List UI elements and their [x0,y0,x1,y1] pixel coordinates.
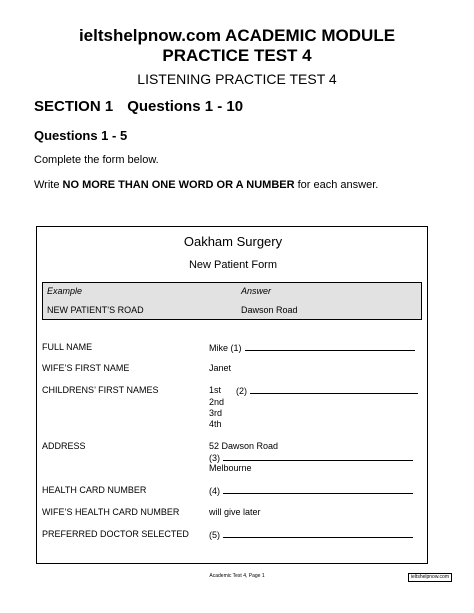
child-first-answer [236,385,418,397]
answer-blank-1[interactable] [245,342,415,351]
test-title: PRACTICE TEST 4 [162,46,312,65]
full-name-text: Mike (1) [209,343,242,353]
example-label: Example [47,286,83,296]
instruction-prefix: Write [34,179,63,191]
footer-badge: ieltshelpnow.com [408,573,452,582]
example-question: NEW PATIENT’S ROAD [47,305,144,315]
child-first: 1st [209,385,222,395]
child-second: 2nd [209,397,225,407]
health-card-value [209,485,413,497]
address-line1: 52 Dawson Road [209,441,279,451]
full-name-label: FULL NAME [42,342,93,352]
section-label: SECTION 1 [34,98,114,115]
site-title: ieltshelpnow.com ACADEMIC MODULE [78,26,396,45]
full-name-value [209,342,415,354]
instruction-bold: NO MORE THAN ONE WORD OR A NUMBER [62,179,295,191]
doctor-label: PREFERRED DOCTOR SELECTED [42,529,189,539]
answer-blank-3[interactable] [223,452,413,461]
wife-name-value: Janet [209,363,232,373]
instruction-suffix: for each answer. [294,179,379,191]
example-answer: Dawson Road [241,305,298,315]
child-first-q: (2) [236,386,247,396]
example-box [42,282,422,320]
children-label: CHILDRENS’ FIRST NAMES [42,385,159,395]
instruction-word-limit [34,178,378,192]
address-line3: Melbourne [209,463,252,473]
answer-blank-2[interactable] [250,385,418,394]
form-title: Oakham Surgery [183,234,283,249]
wife-name-label: WIFE’S FIRST NAME [42,363,130,373]
child-third: 3rd [209,408,223,418]
page-footer: Academic Test 4, Page 1 [209,573,265,579]
instruction-complete-form: Complete the form below. [34,154,159,166]
wife-health-card-value: will give later [209,507,261,517]
doctor-q: (5) [209,530,220,540]
questions-sub-heading: Questions 1 - 5 [34,128,128,143]
doctor-value [209,529,413,541]
address-q: (3) [209,453,220,463]
form-subtitle: New Patient Form [188,259,278,271]
answer-blank-4[interactable] [223,485,413,494]
wife-health-card-label: WIFE’S HEALTH CARD NUMBER [42,507,180,517]
address-label: ADDRESS [42,441,86,451]
answer-blank-5[interactable] [223,529,413,538]
child-fourth: 4th [209,419,222,429]
listening-title: LISTENING PRACTICE TEST 4 [137,71,337,87]
section-heading [34,98,243,116]
patient-form [36,226,428,564]
answer-label: Answer [241,286,272,296]
health-card-label: HEALTH CARD NUMBER [42,485,147,495]
health-card-q: (4) [209,486,220,496]
questions-range: Questions 1 - 10 [127,98,244,115]
